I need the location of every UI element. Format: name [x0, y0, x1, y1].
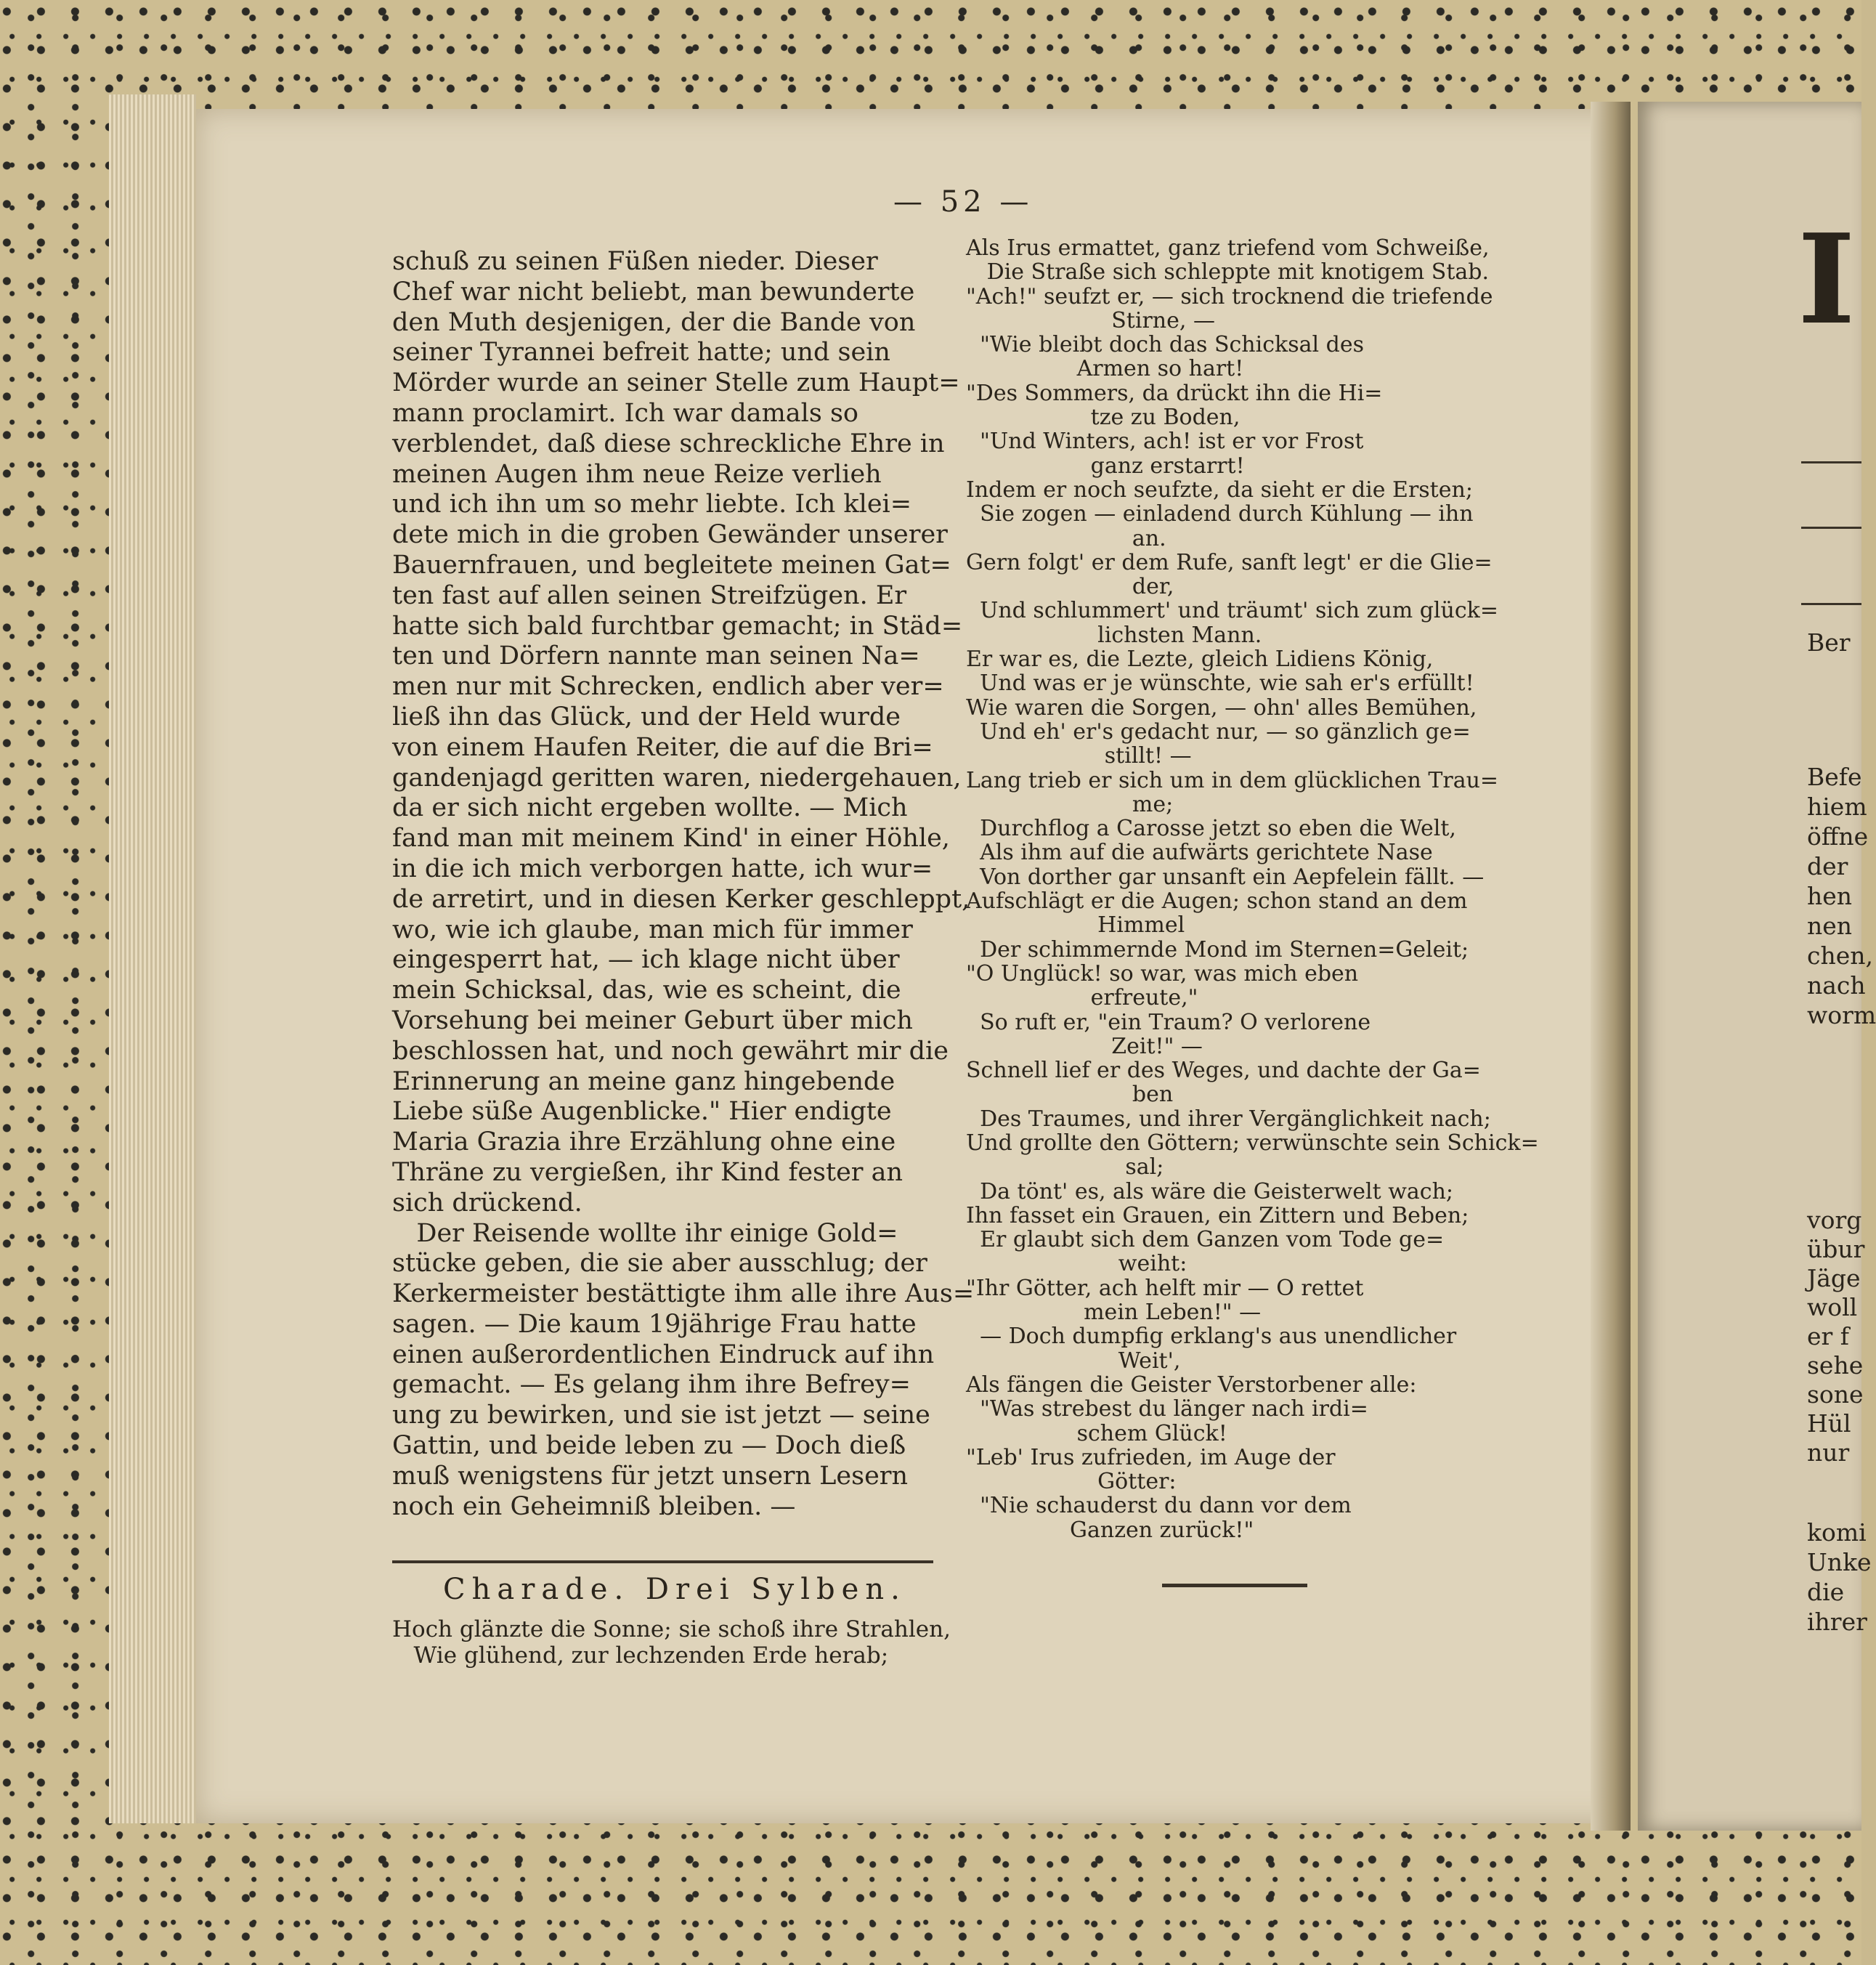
- poem-line: lichsten Mann.: [966, 622, 1262, 648]
- right-page-line: Jäge: [1807, 1264, 1861, 1292]
- text-line: gemacht. — Es gelang ihm ihre Befrey=: [392, 1370, 911, 1400]
- text-line: dete mich in die groben Gewänder unserer: [392, 520, 948, 550]
- poem-line: mein Leben!" —: [966, 1300, 1262, 1326]
- poem-line: weiht:: [966, 1251, 1187, 1277]
- poem-line: — Doch dumpfig erklang's aus unendlicher: [966, 1324, 1457, 1350]
- text-line: von einem Haufen Reiter, die auf die Bri=: [392, 732, 933, 762]
- text-line: wo, wie ich glaube, man mich für immer: [392, 915, 913, 944]
- text-line: ten fast auf allen seinen Streifzügen. Er: [392, 580, 907, 610]
- right-page-line: chen,: [1807, 941, 1874, 970]
- poem-line: Als fängen die Geister Verstorbener alle:: [966, 1372, 1417, 1398]
- text-line: Gattin, und beide leben zu — Doch dieß: [392, 1431, 906, 1461]
- poem-line: Lang trieb er sich um in dem glücklichen Trau=: [966, 767, 1499, 793]
- right-page-line: nen: [1807, 912, 1853, 940]
- right-page-line: Unke: [1807, 1548, 1872, 1576]
- right-page-line: hiem: [1807, 793, 1867, 821]
- poem-line: "Nie schauderst du dann vor dem: [966, 1493, 1352, 1519]
- poem-line: Armen so hart!: [966, 356, 1244, 382]
- poem-line: Aufschlägt er die Augen; schon stand an dem: [966, 888, 1468, 915]
- text-line: einen außerordentlichen Eindruck auf ihn: [392, 1340, 935, 1369]
- text-line: men nur mit Schrecken, endlich aber ver=: [392, 672, 944, 702]
- text-line: Thräne zu vergießen, ihr Kind fester an: [392, 1157, 904, 1187]
- text-line: verblendet, daß diese schreckliche Ehre in: [392, 429, 945, 458]
- poem-line: Himmel: [966, 912, 1185, 939]
- poem-line: "Des Sommers, da drückt ihn die Hi=: [966, 380, 1383, 406]
- right-page-line: komi: [1807, 1518, 1867, 1547]
- right-page-line: übur: [1807, 1235, 1865, 1263]
- poem-line: tze zu Boden,: [966, 405, 1240, 431]
- right-page-line: sone: [1807, 1380, 1864, 1409]
- text-line: meinen Augen ihm neue Reize verlieh: [392, 459, 882, 489]
- poem-line: der,: [966, 574, 1174, 600]
- poem-line: Und schlummert' und träumt' sich zum glück=: [966, 598, 1498, 624]
- poem-line: Da tönt' es, als wäre die Geisterwelt wach;: [966, 1178, 1454, 1204]
- right-page-line: hen: [1807, 882, 1853, 910]
- poem-line: an.: [966, 525, 1166, 551]
- right-page-line: öffne: [1807, 822, 1869, 851]
- right-page-line: nur: [1807, 1438, 1850, 1467]
- text-line: Maria Grazia ihre Erzählung ohne eine: [392, 1127, 896, 1157]
- text-line: schuß zu seinen Füßen nieder. Dieser: [392, 247, 878, 276]
- charade-line: Wie glühend, zur lechzenden Erde herab;: [392, 1642, 889, 1669]
- poem-line: "Was strebest du länger nach irdi=: [966, 1396, 1368, 1422]
- poem-line: Die Straße sich schleppte mit knotigem Stab.: [966, 259, 1489, 285]
- poem-line: Indem er noch seufzte, da sieht er die Ersten;: [966, 477, 1473, 503]
- poem-line: Als ihm auf die aufwärts gerichtete Nase: [966, 840, 1433, 866]
- poem-end-rule: [1162, 1584, 1307, 1587]
- poem-line: Sie zogen — einladend durch Kühlung — ihn: [966, 501, 1474, 527]
- poem-line: Weit',: [966, 1348, 1181, 1374]
- poem-line: "Wie bleibt doch das Schicksal des: [966, 332, 1364, 358]
- right-page-line: ihrer: [1807, 1608, 1867, 1636]
- poem-line: Von dorther gar unsanft ein Aepfelein fällt. —: [966, 864, 1485, 890]
- text-line: Bauernfrauen, und begleitete meinen Gat=: [392, 550, 951, 580]
- poem-line: "O Unglück! so war, was mich eben: [966, 960, 1359, 986]
- poem-line: Durchflog a Carosse jetzt so eben die Welt,: [966, 816, 1456, 842]
- text-line: den Muth desjenigen, der die Bande von: [392, 307, 916, 337]
- right-page-line: vorg: [1807, 1206, 1862, 1234]
- text-line: fand man mit meinem Kind' in einer Höhle,: [392, 824, 950, 854]
- text-line: Liebe süße Augenblicke." Hier endigte: [392, 1097, 892, 1127]
- right-page-line: Befe: [1807, 763, 1862, 791]
- right-page-line: nach: [1807, 971, 1866, 1000]
- text-line: da er sich nicht ergeben wollte. — Mich: [392, 793, 908, 823]
- text-line: hatte sich bald furchtbar gemacht; in Städ=: [392, 611, 963, 641]
- right-page-line: er f: [1807, 1322, 1850, 1350]
- right-page-line: der: [1807, 852, 1848, 880]
- text-line: ten und Dörfern nannte man seinen Na=: [392, 641, 920, 671]
- section-divider: [392, 1560, 933, 1563]
- text-line: Mörder wurde an seiner Stelle zum Haupt=: [392, 368, 960, 398]
- right-page-line: woll: [1807, 1293, 1858, 1321]
- text-line: ließ ihn das Glück, und der Held wurde: [392, 702, 901, 732]
- poem-line: Götter:: [966, 1469, 1177, 1495]
- right-page-rule: [1801, 603, 1861, 605]
- right-page-initial: I: [1798, 207, 1856, 352]
- right-page-line: die: [1807, 1578, 1845, 1606]
- poem-line: erfreute,": [966, 985, 1198, 1011]
- poem-line: Der schimmernde Mond im Sternen=Geleit;: [966, 936, 1469, 963]
- poem-line: Als Irus ermattet, ganz triefend vom Schweiße,: [966, 235, 1490, 261]
- charade-title: Charade. Drei Sylben.: [443, 1573, 906, 1606]
- text-line: ung zu bewirken, und sie ist jetzt — seine: [392, 1401, 930, 1430]
- right-page-rule: [1801, 461, 1861, 463]
- text-line: mein Schicksal, das, wie es scheint, die: [392, 976, 901, 1005]
- poem-line: schem Glück!: [966, 1420, 1227, 1446]
- poem-line: Zeit!" —: [966, 1033, 1203, 1059]
- poem-line: Und was er je wünschte, wie sah er's erfüllt!: [966, 670, 1474, 697]
- text-line: Vorsehung bei meiner Geburt über mich: [392, 1005, 913, 1035]
- poem-line: ben: [966, 1082, 1174, 1108]
- poem-line: "Leb' Irus zufrieden, im Auge der: [966, 1444, 1336, 1470]
- poem-line: sal;: [966, 1154, 1164, 1180]
- poem-line: Er war es, die Lezte, gleich Lidiens König,: [966, 647, 1434, 673]
- right-page-rule: [1801, 527, 1861, 529]
- poem-line: "Und Winters, ach! ist er vor Frost: [966, 429, 1364, 455]
- poem-line: Gern folgt' er dem Rufe, sanft legt' er die Glie=: [966, 549, 1493, 575]
- page-number: — 52 —: [893, 185, 1034, 219]
- page-edges: [109, 94, 196, 1823]
- text-line: Erinnerung an meine ganz hingebende: [392, 1066, 896, 1096]
- text-line: mann proclamirt. Ich war damals so: [392, 398, 858, 428]
- poem-line: Stirne, —: [966, 307, 1215, 333]
- book-gutter: [1591, 102, 1631, 1831]
- right-page-line: Ber: [1807, 628, 1851, 657]
- right-poem-column: [966, 236, 1539, 1542]
- text-line: muß wenigstens für jetzt unsern Lesern: [392, 1461, 909, 1491]
- poem-line: ganz erstarrt!: [966, 453, 1245, 479]
- poem-line: Wie waren die Sorgen, — ohn' alles Bemühen,: [966, 694, 1477, 721]
- poem-line: Ganzen zurück!": [966, 1517, 1254, 1543]
- left-text-column: [392, 247, 974, 1522]
- right-page-line: sehe: [1807, 1351, 1864, 1379]
- poem-line: Und eh' er's gedacht nur, — so gänzlich ge=: [966, 718, 1471, 745]
- text-line: Der Reisende wollte ihr einige Gold=: [392, 1218, 898, 1248]
- text-line: stücke geben, die sie aber ausschlug; der: [392, 1249, 927, 1279]
- text-line: gandenjagd geritten waren, niedergehauen,: [392, 763, 962, 793]
- poem-line: "Ach!" seufzt er, — sich trocknend die triefende: [966, 283, 1493, 309]
- poem-line: me;: [966, 791, 1174, 817]
- text-line: sagen. — Die kaum 19jährige Frau hatte: [392, 1309, 917, 1339]
- poem-line: Er glaubt sich dem Ganzen vom Tode ge=: [966, 1227, 1445, 1253]
- right-page-line: worm: [1807, 1001, 1876, 1029]
- charade-text: [392, 1616, 951, 1669]
- right-page-line: Hül: [1807, 1409, 1851, 1438]
- text-line: sich drückend.: [392, 1188, 582, 1218]
- text-line: de arretirt, und in diesen Kerker geschleppt,: [392, 884, 970, 914]
- text-line: und ich ihn um so mehr liebte. Ich klei=: [392, 490, 912, 519]
- text-line: noch ein Geheimniß bleiben. —: [392, 1491, 796, 1521]
- poem-line: Und grollte den Göttern; verwünschte sein Schick=: [966, 1130, 1539, 1156]
- poem-line: Des Traumes, und ihrer Vergänglichkeit nach;: [966, 1106, 1491, 1132]
- text-line: eingesperrt hat, — ich klage nicht über: [392, 945, 900, 975]
- text-line: seiner Tyrannei befreit hatte; und sein: [392, 338, 890, 368]
- text-line: in die ich mich verborgen hatte, ich wur=: [392, 854, 933, 883]
- poem-line: So ruft er, "ein Traum? O verlorene: [966, 1009, 1371, 1035]
- poem-line: stillt! —: [966, 743, 1192, 769]
- poem-line: Schnell lief er des Weges, und dachte der Ga=: [966, 1058, 1481, 1084]
- text-line: beschlossen hat, und noch gewährt mir die: [392, 1036, 949, 1066]
- poem-line: Ihn fasset ein Grauen, ein Zittern und Beben;: [966, 1202, 1469, 1228]
- text-line: Chef war nicht beliebt, man bewunderte: [392, 277, 915, 307]
- poem-line: "Ihr Götter, ach helft mir — O rettet: [966, 1275, 1364, 1301]
- charade-line: Hoch glänzte die Sonne; sie schoß ihre Strahlen,: [392, 1616, 951, 1642]
- text-line: Kerkermeister bestättigte ihm alle ihre Aus=: [392, 1279, 975, 1309]
